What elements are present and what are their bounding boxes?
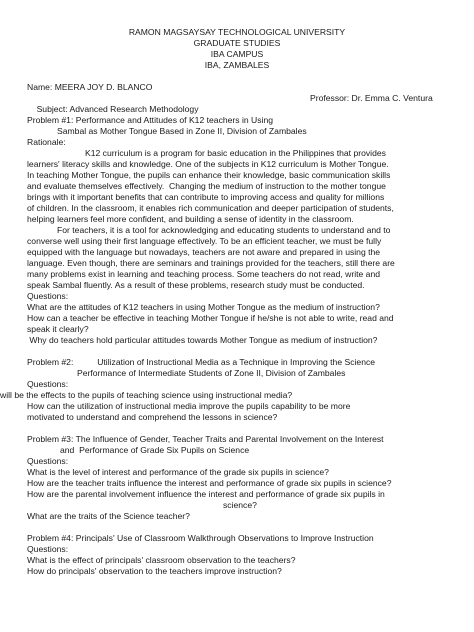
rationale-para1-line: K12 curriculum is a program for basic education in the Philippines that provides	[85, 148, 386, 158]
professor-text: Professor: Dr. Emma C. Ventura	[310, 93, 433, 103]
question-item: speak it clearly?	[27, 324, 89, 334]
campus-name: IBA CAMPUS	[210, 49, 264, 59]
campus-location: IBA, ZAMBALES	[204, 60, 270, 70]
question-item: How can a teacher be effective in teaching Mother Tongue if he/she is not able to write, read and	[27, 313, 394, 323]
question-item: How are the parental involvement influence the interest and performance of grade six pupils in	[27, 489, 385, 499]
question-item: science?	[223, 500, 257, 510]
rationale-para2-line: language. Even though, there are seminars and trainings provided for the teachers, still there are	[27, 258, 395, 268]
rationale-para1-line: and evaluate themselves effectively. Changing the medium of instruction to the mother tongue	[27, 181, 386, 191]
problem2-title-line1: Problem #2: Utilization of Instructional Media as a Technique in Improving the Science	[27, 357, 376, 367]
university-name: RAMON MAGSAYSAY TECHNOLOGICAL UNIVERSITY	[128, 27, 346, 37]
rationale-para2-line: speak Sambal fluently. As a result of these problems, research study must be conducted.	[27, 280, 365, 290]
question-item: How do principals' observation to the teachers improve instruction?	[27, 566, 282, 576]
problem3-title-line1: Problem #3: The Influence of Gender, Teacher Traits and Parental Involvement on the Interest	[27, 434, 384, 444]
problem1-title-line2: Sambal as Mother Tongue Based in Zone II, Division of Zambales	[57, 126, 307, 136]
question-item: What are the traits of the Science teacher?	[27, 511, 190, 521]
rationale-para1-line: helping learners feel more confident, and building a sense of identity in the classroom.	[27, 214, 354, 224]
questions-label: Questions:	[27, 291, 69, 301]
rationale-para1-line: of children. In the classroom, it enables rich communication and deeper participation of students,	[27, 203, 394, 213]
questions-label: Questions:	[27, 544, 69, 554]
rationale-para2-line: many problems exist in learning and teaching process. Some teachers do not read, write and	[27, 269, 381, 279]
question-item: Why do teachers hold particular attitudes towards Mother Tongue as medium of instruction?	[27, 335, 378, 345]
question-item: How are the teacher traits influence the interest and performance of grade six pupils in science?	[27, 478, 392, 488]
rationale-para1-line: In teaching Mother Tongue, the pupils can enhance their knowledge, basic communication skills	[27, 170, 391, 180]
division-name: GRADUATE STUDIES	[193, 38, 281, 48]
problem3-title-line2: and Performance of Grade Six Pupils on Science	[60, 445, 250, 455]
rationale-para1-line: brings with it important benefits that can contribute to improving access and quality for millions	[27, 192, 385, 202]
questions-label: Questions:	[27, 379, 69, 389]
problem2-title-line2: Performance of Intermediate Students of Zone II, Division of Zambales	[77, 368, 346, 378]
subject-text: Subject: Advanced Research Methodology	[36, 104, 199, 115]
rationale-label: Rationale:	[27, 137, 66, 147]
questions-label: Questions:	[27, 456, 69, 466]
rationale-para2-line: equipped with the language but nowadays, teachers are not aware and prepared in using the	[27, 247, 381, 257]
question-item: What is the effect of principals' classroom observation to the teachers?	[27, 555, 296, 565]
question-item: motivated to understand and comprehend the lessons in science?	[27, 412, 278, 422]
student-name: Name: MEERA JOY D. BLANCO	[27, 82, 153, 92]
question-item: What is the level of interest and performance of the grade six pupils in science?	[27, 467, 329, 477]
question-item: What are the attitudes of K12 teachers in using Mother Tongue as the medium of instruction?	[27, 302, 380, 312]
rationale-para2-line: converse well using their first language effectively. To be an efficient teacher, we must be fully	[27, 236, 382, 246]
problem4-title: Problem #4: Principals' Use of Classroom Walkthrough Observations to Improve Instruction	[27, 533, 374, 543]
question-item: will be the effects to the pupils of teaching science using instructional media?	[0, 390, 293, 400]
problem1-title-line1: Problem #1: Performance and Attitudes of K12 teachers in Using	[27, 115, 274, 125]
rationale-para1-line: learners' literacy skills and knowledge. One of the subjects in K12 curriculum is Mother Tongue.	[27, 159, 389, 169]
rationale-para2-line: For teachers, it is a tool for acknowledging and educating students to understand and to	[57, 225, 391, 235]
question-item: How can the utilization of instructional media improve the pupils capability to be more	[27, 401, 351, 411]
